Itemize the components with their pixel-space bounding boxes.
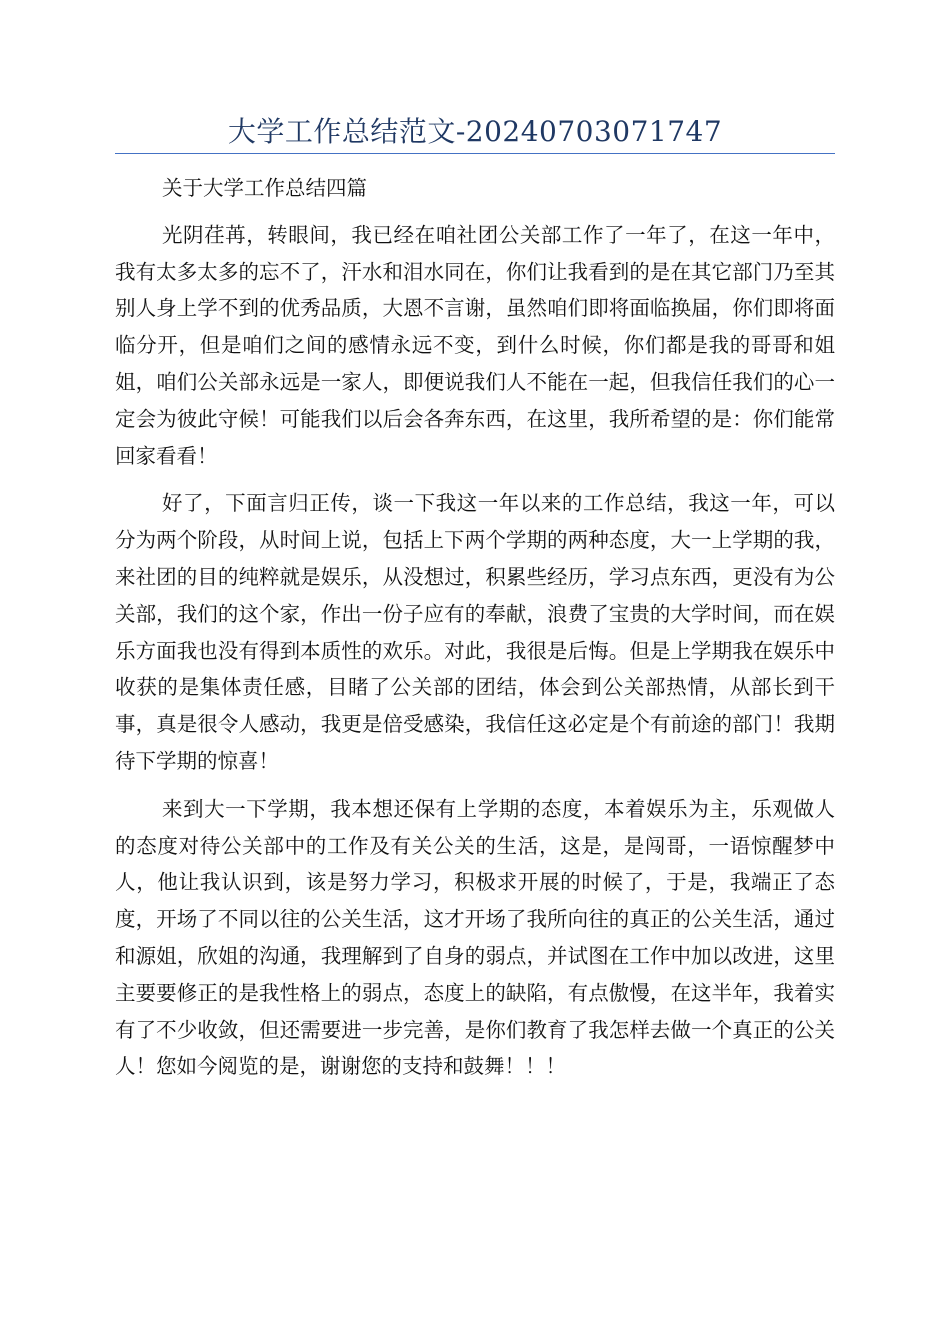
body-paragraph-3: 来到大一下学期，我本想还保有上学期的态度，本着娱乐为主，乐观做人的态度对待公关部中的工作及有关公关的生活，这是，是闯哥，一语惊醒梦中人，他让我认识到，该是努力学习，积极求开展的时候了，于是，我端正了态度，开场了不同以往的公关生活，这才开场了我所向往的真正的公关生活，通过和源姐，欣姐的沟通，我理解到了自身的弱点，并试图在工作中加以改进，这里主要要修正的是我性格上的弱点，态度上的缺陷，有点傲慢，在这半年，我着实有了不少收敛，但还需要进一步完善，是你们教育了我怎样去做一个真正的公关人！您如今阅览的是，谢谢您的支持和鼓舞！！！ — [115, 796, 835, 1079]
document-body — [115, 170, 835, 1085]
document-title: 大学工作总结范文-20240703071747 — [227, 115, 723, 148]
title-underline — [115, 153, 835, 154]
body-paragraph-2: 好了，下面言归正传，谈一下我这一年以来的工作总结，我这一年，可以分为两个阶段，从时间上说，包括上下两个学期的两种态度，大一上学期的我，来社团的目的纯粹就是娱乐，从没想过，积累些经历，学习点东西，更没有为公关部，我们的这个家，作出一份子应有的奉献，浪费了宝贵的大学时间，而在娱乐方面我也没有得到本质性的欢乐。对此，我很是后悔。但是上学期我在娱乐中收获的是集体责任感，目睹了公关部的团结，体会到公关部热情，从部长到干事，真是很令人感动，我更是倍受感染，我信任这必定是个有前途的部门！我期待下学期的惊喜！ — [115, 491, 835, 773]
document-subtitle: 关于大学工作总结四篇 — [162, 176, 367, 200]
body-paragraph-1: 光阴荏苒，转眼间，我已经在咱社团公关部工作了一年了，在这一年中，我有太多太多的忘不了，汗水和泪水同在，你们让我看到的是在其它部门乃至其别人身上学不到的优秀品质，大恩不言谢，虽然咱们即将面临换届，你们即将面临分开，但是咱们之间的感情永远不变，到什么时候，你们都是我的哥哥和姐姐，咱们公关部永远是一家人，即便说我们人不能在一起，但我信任我们的心一定会为彼此守候！可能我们以后会各奔东西，在这里，我所希望的是：你们能常回家看看！ — [115, 222, 835, 468]
